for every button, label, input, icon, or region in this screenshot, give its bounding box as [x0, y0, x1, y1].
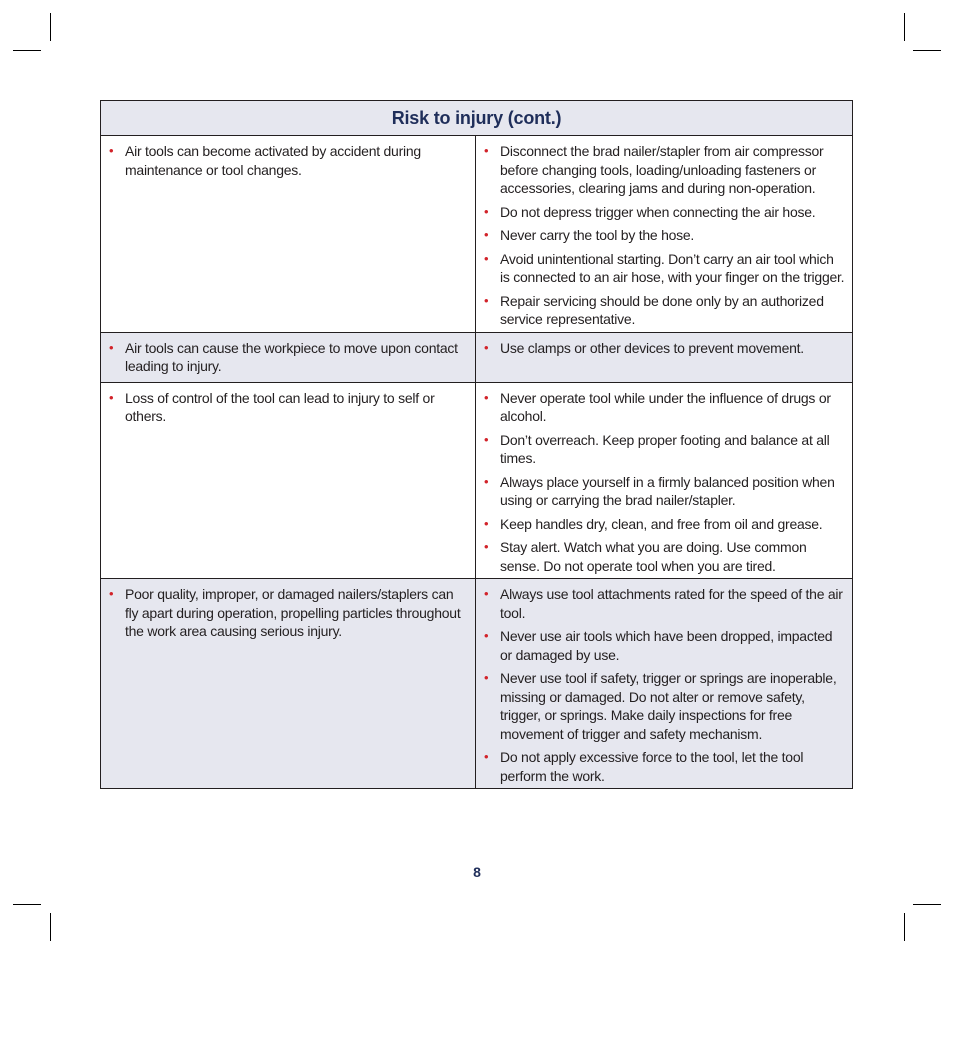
bullet-icon: • [484, 292, 489, 308]
crop-mark [13, 50, 41, 51]
bullet-icon: • [484, 539, 489, 554]
bullet-icon: • [109, 143, 114, 158]
prevention-text: Use clamps or other devices to prevent movement. [500, 339, 804, 356]
table-row [101, 333, 852, 383]
table-row [101, 136, 852, 333]
prevention-item [484, 585, 846, 622]
prevention-text: Don’t overreach. Keep proper footing and balance at all times. [500, 431, 830, 466]
hazard-cell [101, 333, 476, 382]
crop-mark [13, 904, 41, 905]
prevention-item [484, 431, 846, 468]
table-row [101, 579, 852, 788]
hazard-text: Loss of control of the tool can lead to injury to self or others. [125, 389, 435, 424]
hazard-text: Air tools can cause the workpiece to move upon contact leading to injury. [125, 339, 458, 374]
hazard-item [109, 142, 469, 179]
prevention-text: Never use tool if safety, trigger or springs are inoperable, missing or damaged. Do not alter or remove safety, trigger, or springs. Make daily inspections for free movement of trigger and safety mechanism. [500, 670, 837, 742]
crop-mark [904, 913, 905, 941]
prevention-text: Never use air tools which have been dropped, impacted or damaged by use. [500, 628, 833, 663]
table-title: Risk to injury (cont.) [101, 101, 852, 136]
hazard-item [109, 339, 469, 376]
bullet-icon: • [484, 389, 489, 405]
bullet-icon: • [484, 670, 489, 685]
prevention-cell [476, 333, 852, 382]
hazard-text: Air tools can become activated by accident during maintenance or tool changes. [125, 143, 421, 178]
bullet-icon: • [109, 586, 114, 601]
bullet-icon: • [484, 250, 489, 266]
prevention-item [484, 250, 846, 287]
prevention-text: Avoid unintentional starting. Don’t carry an air tool which is connected to an air hose, with your finger on the trigger. [500, 250, 845, 285]
hazard-text: Poor quality, improper, or damaged nailers/staplers can fly apart during operation, propelling particles throughout the work area causing serious injury. [125, 586, 461, 639]
prevention-text: Stay alert. Watch what you are doing. Use common sense. Do not operate tool when you are tired. [500, 539, 807, 574]
hazard-cell [101, 136, 476, 332]
bullet-icon: • [109, 389, 114, 405]
prevention-text: Keep handles dry, clean, and free from oil and grease. [500, 515, 823, 532]
bullet-icon: • [484, 473, 489, 489]
prevention-item [484, 339, 846, 358]
crop-mark [913, 904, 941, 905]
risk-table [100, 100, 853, 789]
bullet-icon: • [484, 431, 489, 447]
bullet-icon: • [484, 143, 489, 158]
bullet-icon: • [109, 339, 114, 355]
prevention-text: Always use tool attachments rated for the speed of the air tool. [500, 586, 843, 621]
prevention-item [484, 473, 846, 510]
bullet-icon: • [484, 339, 489, 355]
prevention-cell [476, 579, 852, 788]
prevention-item [484, 669, 846, 743]
prevention-item [484, 515, 846, 534]
prevention-item [484, 748, 846, 785]
crop-mark [50, 13, 51, 41]
prevention-text: Do not apply excessive force to the tool, let the tool perform the work. [500, 749, 804, 784]
bullet-icon: • [484, 203, 489, 219]
bullet-icon: • [484, 515, 489, 531]
prevention-item [484, 627, 846, 664]
crop-mark [904, 13, 905, 41]
prevention-text: Never carry the tool by the hose. [500, 227, 695, 243]
prevention-item [484, 292, 846, 329]
bullet-icon: • [484, 227, 489, 242]
prevention-item [484, 389, 846, 426]
prevention-item [484, 142, 846, 198]
prevention-item [484, 538, 846, 575]
bullet-icon: • [484, 586, 489, 601]
prevention-item [484, 226, 846, 245]
prevention-text: Repair servicing should be done only by an authorized service representative. [500, 292, 824, 327]
prevention-text: Always place yourself in a firmly balanced position when using or carrying the brad nailer/stapler. [500, 473, 835, 508]
prevention-item [484, 203, 846, 222]
prevention-cell [476, 383, 852, 579]
crop-mark [913, 50, 941, 51]
prevention-text: Disconnect the brad nailer/stapler from air compressor before changing tools, loading/unloading fasteners or accessories, clearing jams and during non-operation. [500, 143, 824, 196]
prevention-text: Do not depress trigger when connecting the air hose. [500, 203, 816, 220]
prevention-cell [476, 136, 852, 332]
table-row [101, 383, 852, 580]
prevention-text: Never operate tool while under the influence of drugs or alcohol. [500, 389, 831, 424]
page-number: 8 [473, 864, 481, 880]
bullet-icon: • [484, 749, 489, 764]
hazard-cell [101, 383, 476, 579]
hazard-item [109, 389, 469, 426]
crop-mark [50, 913, 51, 941]
bullet-icon: • [484, 628, 489, 643]
hazard-cell [101, 579, 476, 788]
hazard-item [109, 585, 469, 641]
